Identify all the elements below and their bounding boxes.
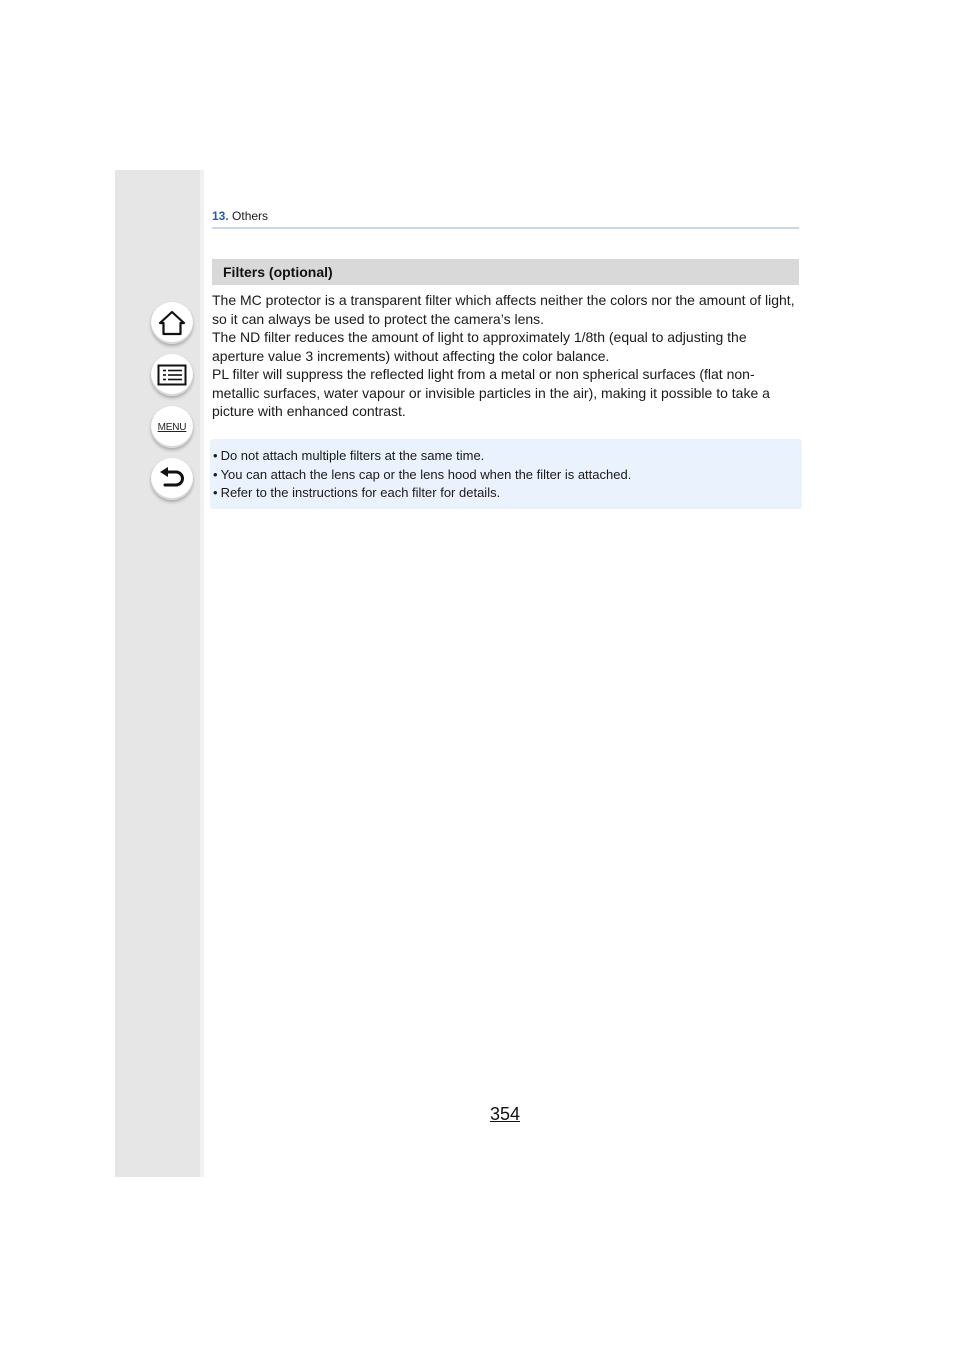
section-title: Filters (optional): [223, 264, 333, 280]
header-divider: [212, 227, 799, 229]
menu-label: MENU: [157, 421, 187, 433]
menu-button[interactable]: [151, 406, 193, 448]
home-button[interactable]: [151, 302, 193, 344]
section-heading-bar: [212, 259, 799, 285]
note-item: • Refer to the instructions for each filter for details.: [213, 484, 631, 503]
note-item: • Do not attach multiple filters at the same time.: [213, 447, 631, 466]
notes-list: [213, 447, 631, 503]
home-icon: [158, 310, 186, 336]
contents-button[interactable]: [151, 354, 193, 396]
back-button[interactable]: [151, 458, 193, 500]
return-arrow-icon: [158, 466, 186, 492]
page-number: 354: [490, 1104, 521, 1124]
notes-box: [210, 439, 802, 509]
paragraph-mc-protector: The MC protector is a transparent filter which affects neither the colors nor the amount of light, so it can always be used to protect the camera’s lens.: [212, 292, 795, 327]
chapter-title: Others: [232, 209, 269, 223]
list-icon: [157, 364, 187, 386]
paragraph-nd-filter: The ND filter reduces the amount of light to approximately 1/8th (equal to adjusting the aperture value 3 increments) without affecting the color balance.: [212, 329, 747, 364]
sidebar-edge: [200, 170, 204, 1177]
note-item: • You can attach the lens cap or the lens hood when the filter is attached.: [213, 466, 631, 485]
paragraph-pl-filter: PL filter will suppress the reflected light from a metal or non spherical surfaces (flat non-metallic surfaces, water vapour or invisible particles in the air), making it possible to take a picture with enhanced contrast.: [212, 366, 770, 419]
section-body: [212, 291, 800, 421]
chapter-number: 13.: [212, 209, 229, 223]
chapter-header: [212, 209, 799, 223]
